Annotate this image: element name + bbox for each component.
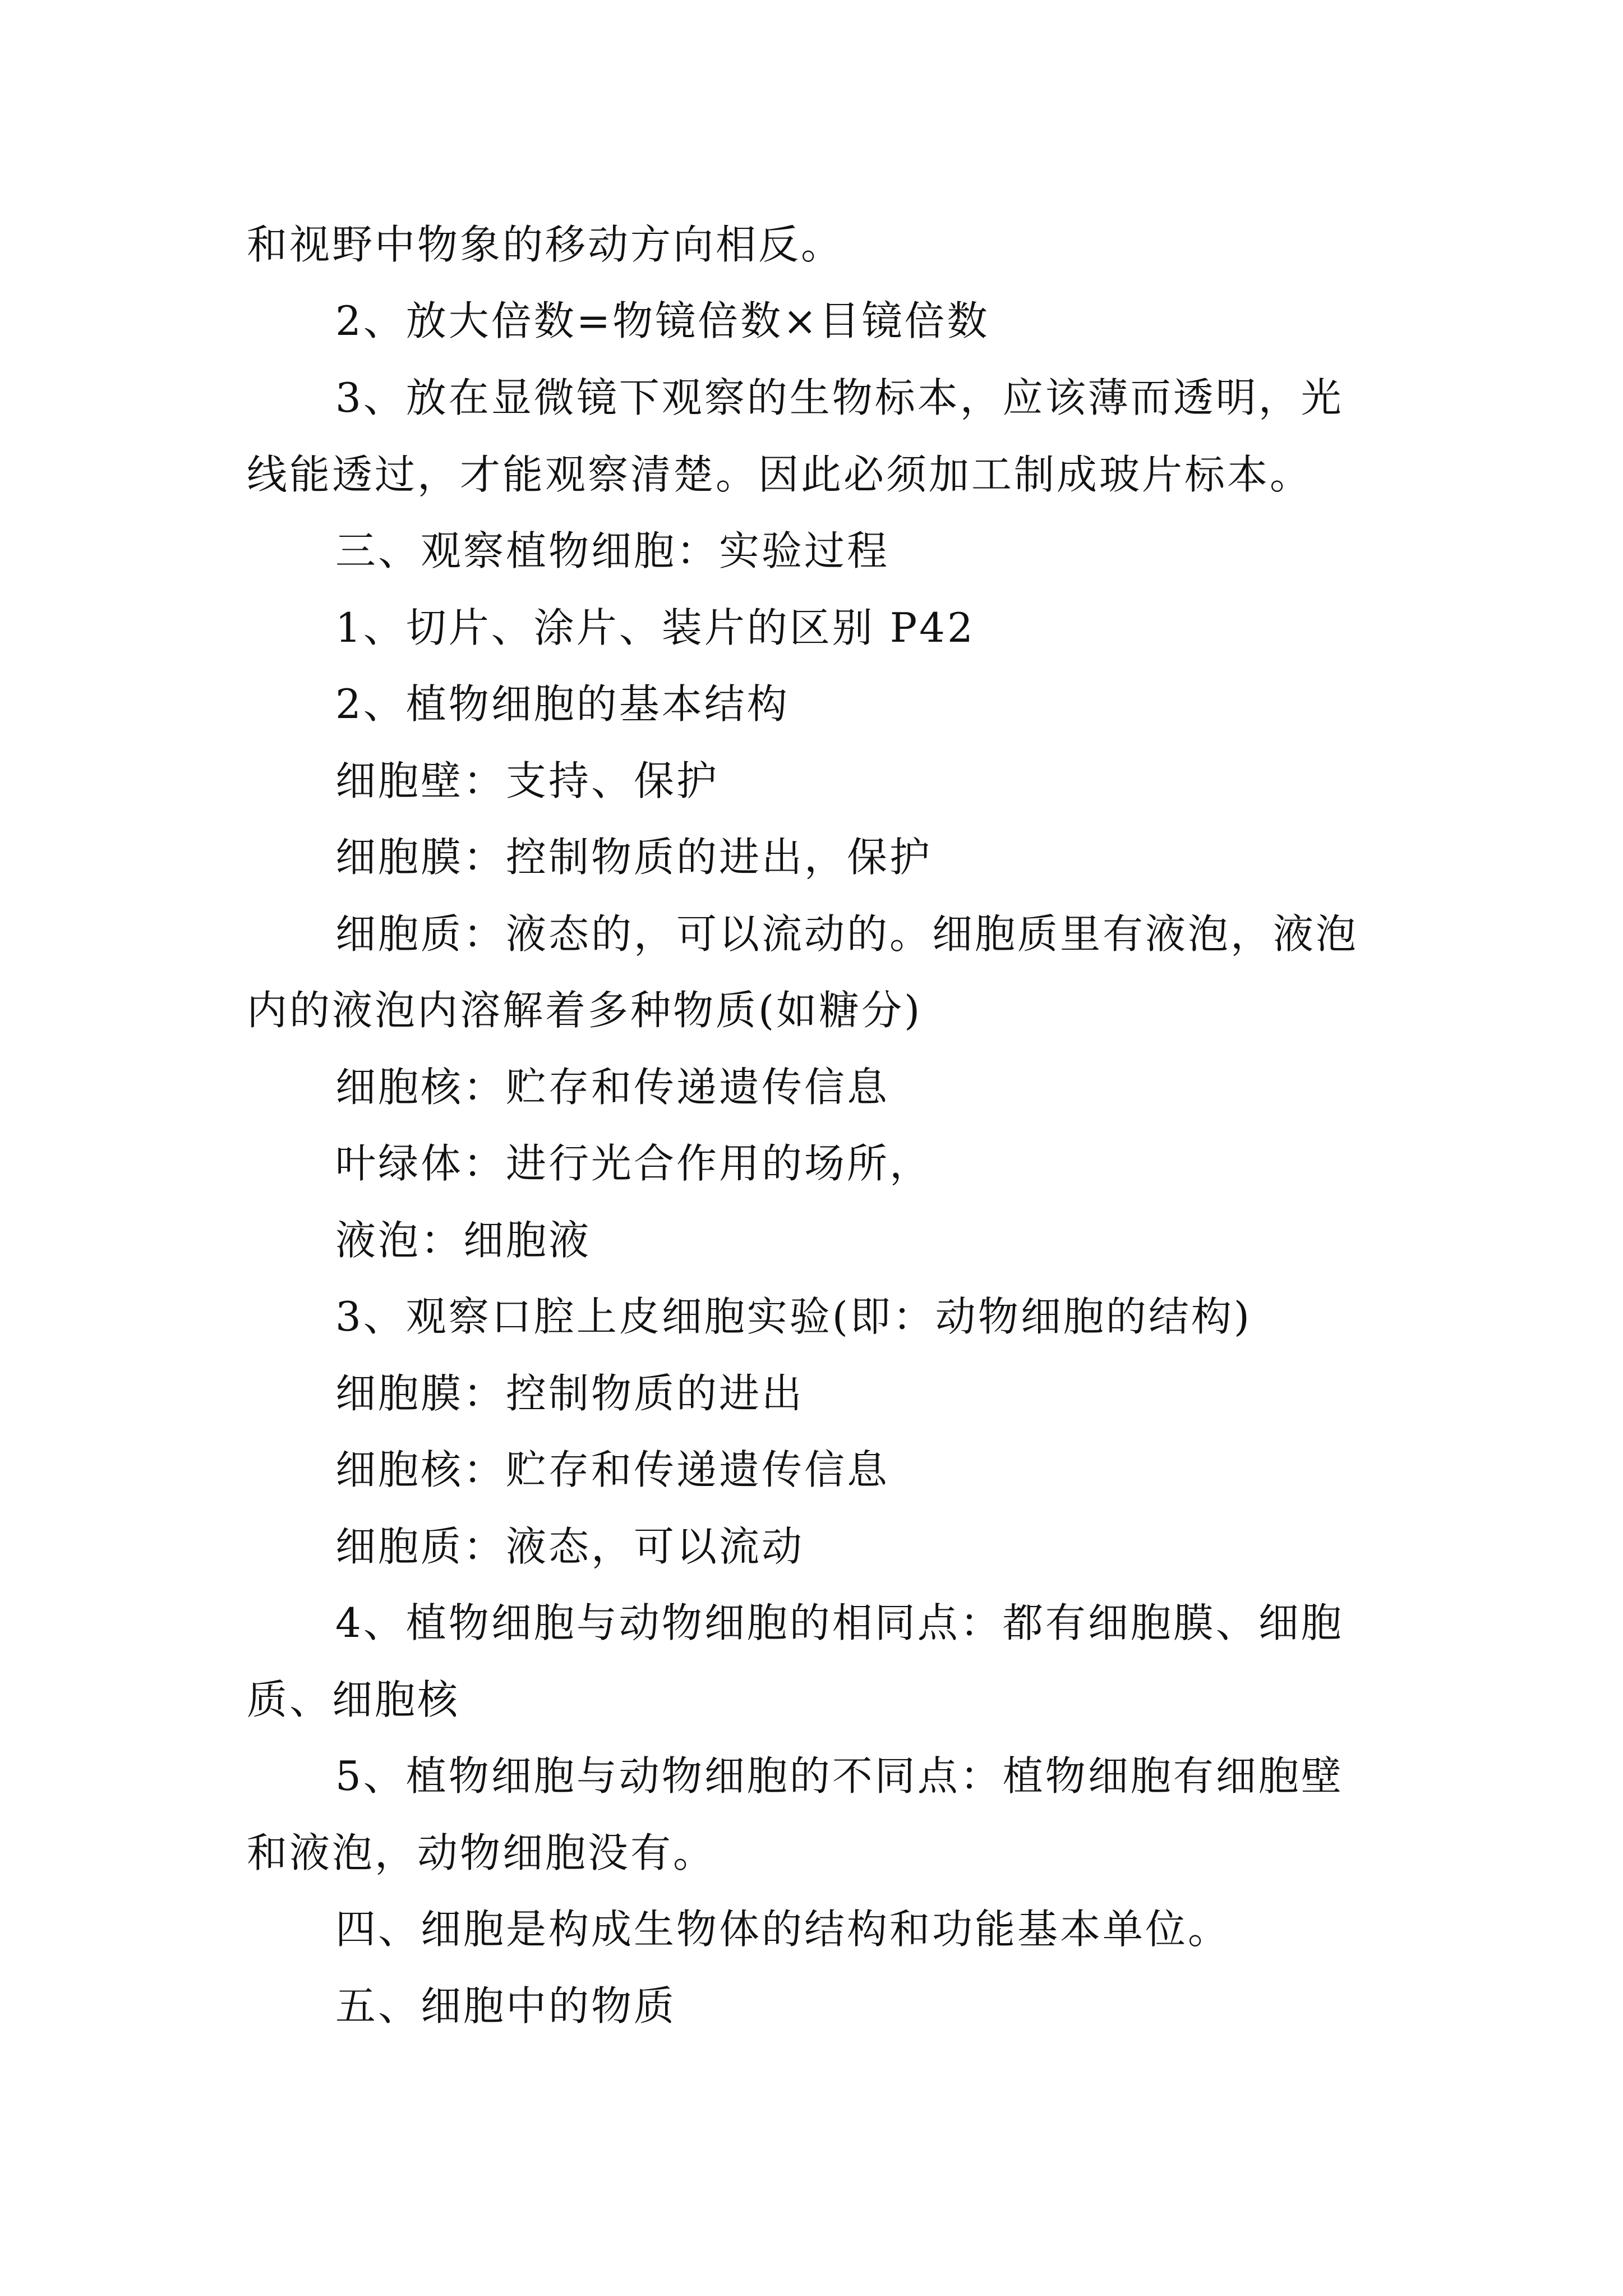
text-line: 4、植物细胞与动物细胞的相同点：都有细胞膜、细胞 <box>335 1599 1344 1646</box>
text-line: 1、切片、涂片、装片的区别 P42 <box>335 604 975 651</box>
text-line: 细胞膜：控制物质的进出 <box>335 1370 805 1417</box>
text-line: 3、放在显微镜下观察的生物标本，应该薄而透明，光 <box>335 374 1344 421</box>
text-line: 液泡：细胞液 <box>335 1217 592 1264</box>
text-line: 和液泡，动物细胞没有。 <box>247 1829 716 1876</box>
text-line: 叶绿体：进行光合作用的场所， <box>335 1140 933 1187</box>
text-line: 细胞核：贮存和传递遗传信息 <box>335 1446 890 1493</box>
text-line: 细胞壁：支持、保护 <box>335 757 720 804</box>
text-line: 细胞膜：控制物质的进出，保护 <box>335 834 933 881</box>
text-line: 3、观察口腔上皮细胞实验(即：动物细胞的结构) <box>335 1293 1252 1340</box>
text-line: 和视野中物象的移动方向相反。 <box>247 221 844 268</box>
section-heading: 四、细胞是构成生物体的结构和功能基本单位。 <box>335 1906 1231 1953</box>
text-line: 2、放大倍数=物镜倍数×目镜倍数 <box>335 297 990 344</box>
text-line: 线能透过，才能观察清楚。因此必须加工制成玻片标本。 <box>247 451 1313 498</box>
text-line: 5、植物细胞与动物细胞的不同点：植物细胞有细胞壁 <box>335 1752 1344 1800</box>
text-line: 2、植物细胞的基本结构 <box>335 680 790 728</box>
text-line: 细胞核：贮存和传递遗传信息 <box>335 1064 890 1111</box>
section-heading: 三、观察植物细胞：实验过程 <box>335 527 890 574</box>
text-line: 细胞质：液态，可以流动 <box>335 1523 805 1570</box>
text-line: 细胞质：液态的，可以流动的。细胞质里有液泡，液泡 <box>335 910 1359 958</box>
text-line: 质、细胞核 <box>247 1676 460 1723</box>
section-heading: 五、细胞中的物质 <box>335 1982 677 2030</box>
text-line: 内的液泡内溶解着多种物质(如糖分) <box>247 987 923 1034</box>
